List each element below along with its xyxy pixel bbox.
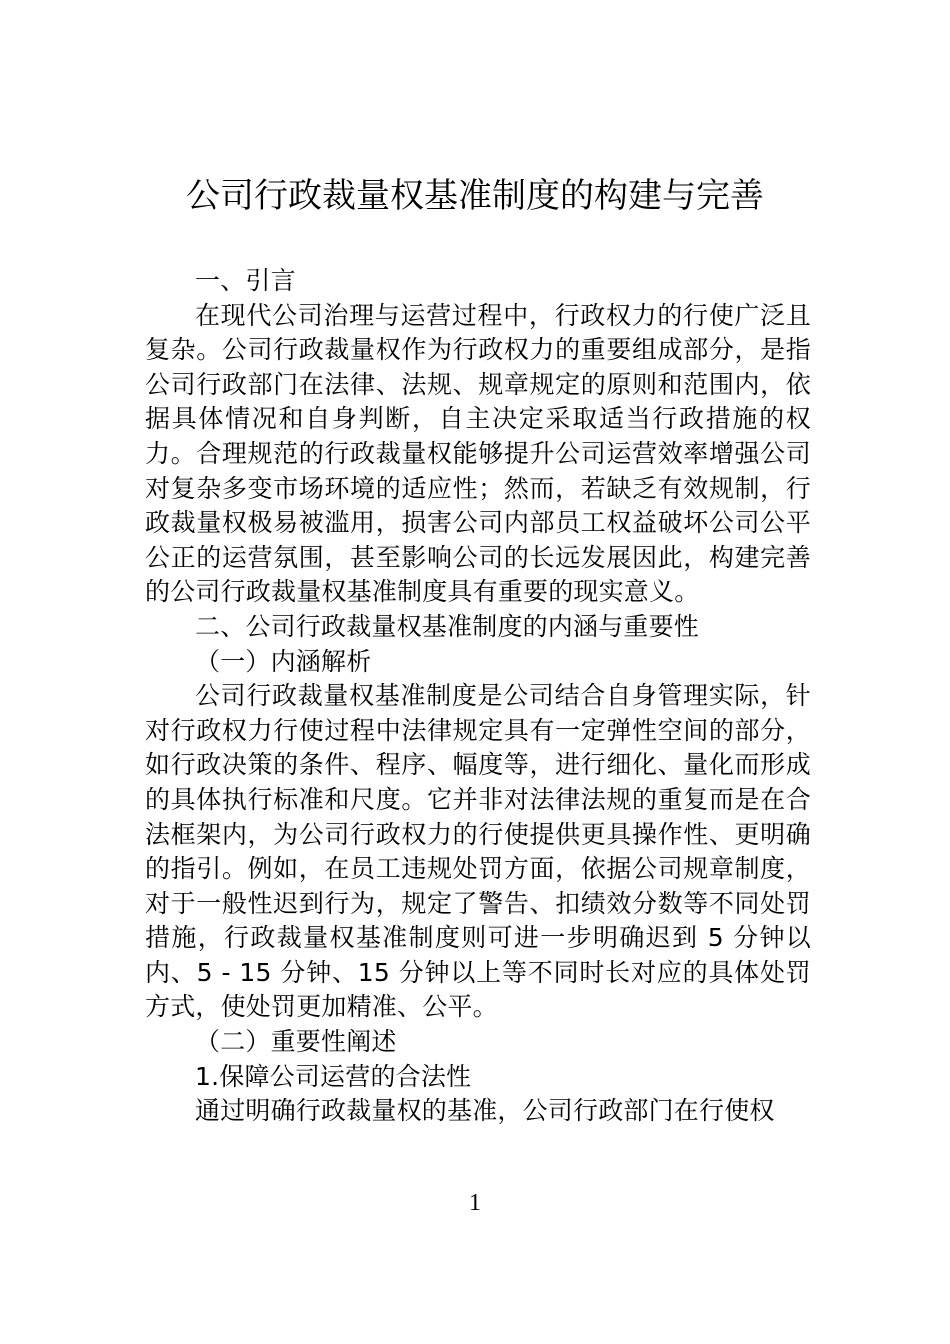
page-number: 1	[469, 1190, 481, 1216]
subsection-heading-1: （一）内涵解析	[195, 646, 372, 676]
section-heading-intro: 一、引言	[195, 266, 296, 295]
paragraph-point-1: 通过明确行政裁量权的基准，公司行政部门在行使权	[195, 1096, 775, 1126]
document-title: 公司行政裁量权基准制度的构建与完善	[186, 176, 764, 216]
paragraph-intro: 在现代公司治理与运营过程中，行政权力的行使广泛且复杂。公司行政裁量权作为行政权力的重要组成部分，是指公司行政部门在法律、法规、规章规定的原则和范围内，依据具体情况和自身判断，自主决定采取适当行政措施的权力。合理规范的行政裁量权能够提升公司运营效率增强公司对复杂多变市场环境的适应性；然而，若缺乏有效规制，行政裁量权极易被滥用，损害公司内部员工权益破坏公司公平公正的运营氛围，甚至影响公司的长远发展因此，构建完善的公司行政裁量权基准制度具有重要的现实意义。	[145, 300, 811, 607]
section-heading-2: 二、公司行政裁量权基准制度的内涵与重要性	[195, 611, 700, 641]
document-body	[145, 264, 811, 1129]
subsection-heading-2: （二）重要性阐述	[195, 1027, 397, 1057]
paragraph-definition: 公司行政裁量权基准制度是公司结合自身管理实际，针对行政权力行使过程中法律规定具有一定弹性空间的部分，如行政决策的条件、程序、幅度等，进行细化、量化而形成的具体执行标准和尺度。它并非对法律法规的重复而是在合法框架内，为公司行政权力的行使提供更具操作性、更明确的指引。例如，在员工违规处罚方面，依据公司规章制度，对于一般性迟到行为，规定了警告、扣绩效分数等不同处罚措施，行政裁量权基准制度则可进一步明确迟到 5 分钟以内、5 - 15 分钟、15 分钟以上等不同时长对应的具体处罚方式，使处罚更加精准、公平。	[145, 681, 811, 1022]
point-heading-1: 1.保障公司运营的合法性	[195, 1061, 472, 1091]
